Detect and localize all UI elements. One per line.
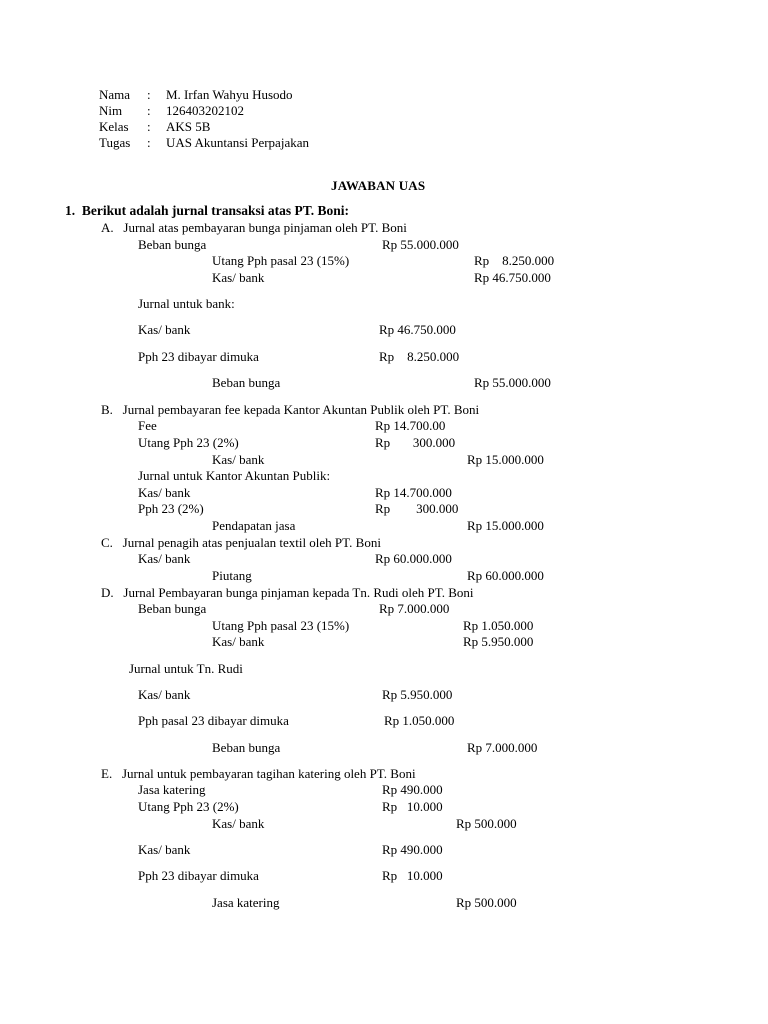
journal-credit: Rp 15.000.000 — [467, 452, 544, 467]
journal-credit: Rp 46.750.000 — [474, 270, 551, 285]
section-a-title: A. Jurnal atas pembayaran bunga pinjaman oleh PT. Boni — [101, 220, 407, 235]
tugas-sep: : — [147, 135, 151, 150]
journal-account: Piutang — [212, 568, 252, 583]
journal-debit: Rp 490.000 — [382, 842, 443, 857]
journal-credit: Rp 500.000 — [456, 895, 517, 910]
journal-account: Kas/ bank — [212, 816, 265, 831]
journal-debit: Rp 14.700.000 — [375, 485, 452, 500]
journal-credit: Rp 5.950.000 — [463, 634, 534, 649]
nama-value: M. Irfan Wahyu Husodo — [166, 87, 293, 102]
section-c-title: C. Jurnal penagih atas penjualan textil oleh PT. Boni — [101, 535, 381, 550]
journal-debit: Rp 8.250.000 — [379, 349, 460, 364]
journal-account: Pph pasal 23 dibayar dimuka — [138, 713, 289, 728]
journal-debit: Rp 300.000 — [375, 501, 459, 516]
journal-account: Kas/ bank — [138, 322, 191, 337]
journal-debit: Rp 60.000.000 — [375, 551, 452, 566]
journal-debit: Rp 1.050.000 — [384, 713, 455, 728]
journal-debit: Rp 7.000.000 — [379, 601, 450, 616]
journal-account: Beban bunga — [138, 601, 207, 616]
journal-credit: Rp 15.000.000 — [467, 518, 544, 533]
journal-credit: Rp 500.000 — [456, 816, 517, 831]
journal-account: Beban bunga — [212, 740, 281, 755]
tugas-label: Tugas — [99, 135, 131, 150]
journal-account: Pph 23 dibayar dimuka — [138, 349, 259, 364]
journal-account: Pendapatan jasa — [212, 518, 296, 533]
journal-account: Jasa katering — [212, 895, 280, 910]
journal-account: Kas/ bank — [212, 634, 265, 649]
kelas-label: Kelas — [99, 119, 129, 134]
kap-journal-title: Jurnal untuk Kantor Akuntan Publik: — [138, 468, 331, 483]
nama-label: Nama — [99, 87, 131, 102]
journal-account: Kas/ bank — [212, 270, 265, 285]
journal-account: Fee — [138, 418, 157, 433]
journal-credit: Rp 55.000.000 — [474, 375, 551, 390]
journal-account: Jasa katering — [138, 782, 206, 797]
journal-credit: Rp 7.000.000 — [467, 740, 538, 755]
journal-credit: Rp 60.000.000 — [467, 568, 544, 583]
journal-account: Kas/ bank — [138, 485, 191, 500]
section-b-title: B. Jurnal pembayaran fee kepada Kantor Akuntan Publik oleh PT. Boni — [101, 402, 480, 417]
section-e-title: E. Jurnal untuk pembayaran tagihan katering oleh PT. Boni — [101, 766, 416, 781]
journal-account: Pph 23 dibayar dimuka — [138, 868, 259, 883]
question-1-heading: 1. Berikut adalah jurnal transaksi atas PT. Boni: — [65, 203, 350, 218]
nim-sep: : — [147, 103, 151, 118]
kelas-value: AKS 5B — [166, 119, 211, 134]
journal-account: Beban bunga — [212, 375, 281, 390]
section-d-title: D. Jurnal Pembayaran bunga pinjaman kepada Tn. Rudi oleh PT. Boni — [101, 585, 474, 600]
journal-account: Utang Pph pasal 23 (15%) — [212, 253, 350, 268]
journal-account: Kas/ bank — [138, 687, 191, 702]
journal-debit: Rp 490.000 — [382, 782, 443, 797]
bank-journal-title: Jurnal untuk bank: — [138, 296, 235, 311]
nim-label: Nim — [99, 103, 123, 118]
journal-credit: Rp 8.250.000 — [474, 253, 555, 268]
journal-account: Beban bunga — [138, 237, 207, 252]
nama-sep: : — [147, 87, 151, 102]
rudi-journal-title: Jurnal untuk Tn. Rudi — [129, 661, 243, 676]
journal-account: Kas/ bank — [212, 452, 265, 467]
journal-debit: Rp 10.000 — [382, 868, 443, 883]
journal-account: Utang Pph 23 (2%) — [138, 799, 239, 814]
journal-account: Utang Pph 23 (2%) — [138, 435, 239, 450]
journal-account: Utang Pph pasal 23 (15%) — [212, 618, 350, 633]
journal-account: Kas/ bank — [138, 551, 191, 566]
journal-debit: Rp 46.750.000 — [379, 322, 456, 337]
page-title: JAWABAN UAS — [331, 178, 426, 193]
tugas-value: UAS Akuntansi Perpajakan — [166, 135, 309, 150]
journal-debit: Rp 5.950.000 — [382, 687, 453, 702]
kelas-sep: : — [147, 119, 151, 134]
journal-debit: Rp 300.000 — [375, 435, 456, 450]
journal-debit: Rp 10.000 — [382, 799, 443, 814]
journal-account: Pph 23 (2%) — [138, 501, 204, 516]
journal-credit: Rp 1.050.000 — [463, 618, 534, 633]
journal-debit: Rp 14.700.00 — [375, 418, 446, 433]
journal-debit: Rp 55.000.000 — [382, 237, 459, 252]
journal-account: Kas/ bank — [138, 842, 191, 857]
nim-value: 126403202102 — [166, 103, 244, 118]
